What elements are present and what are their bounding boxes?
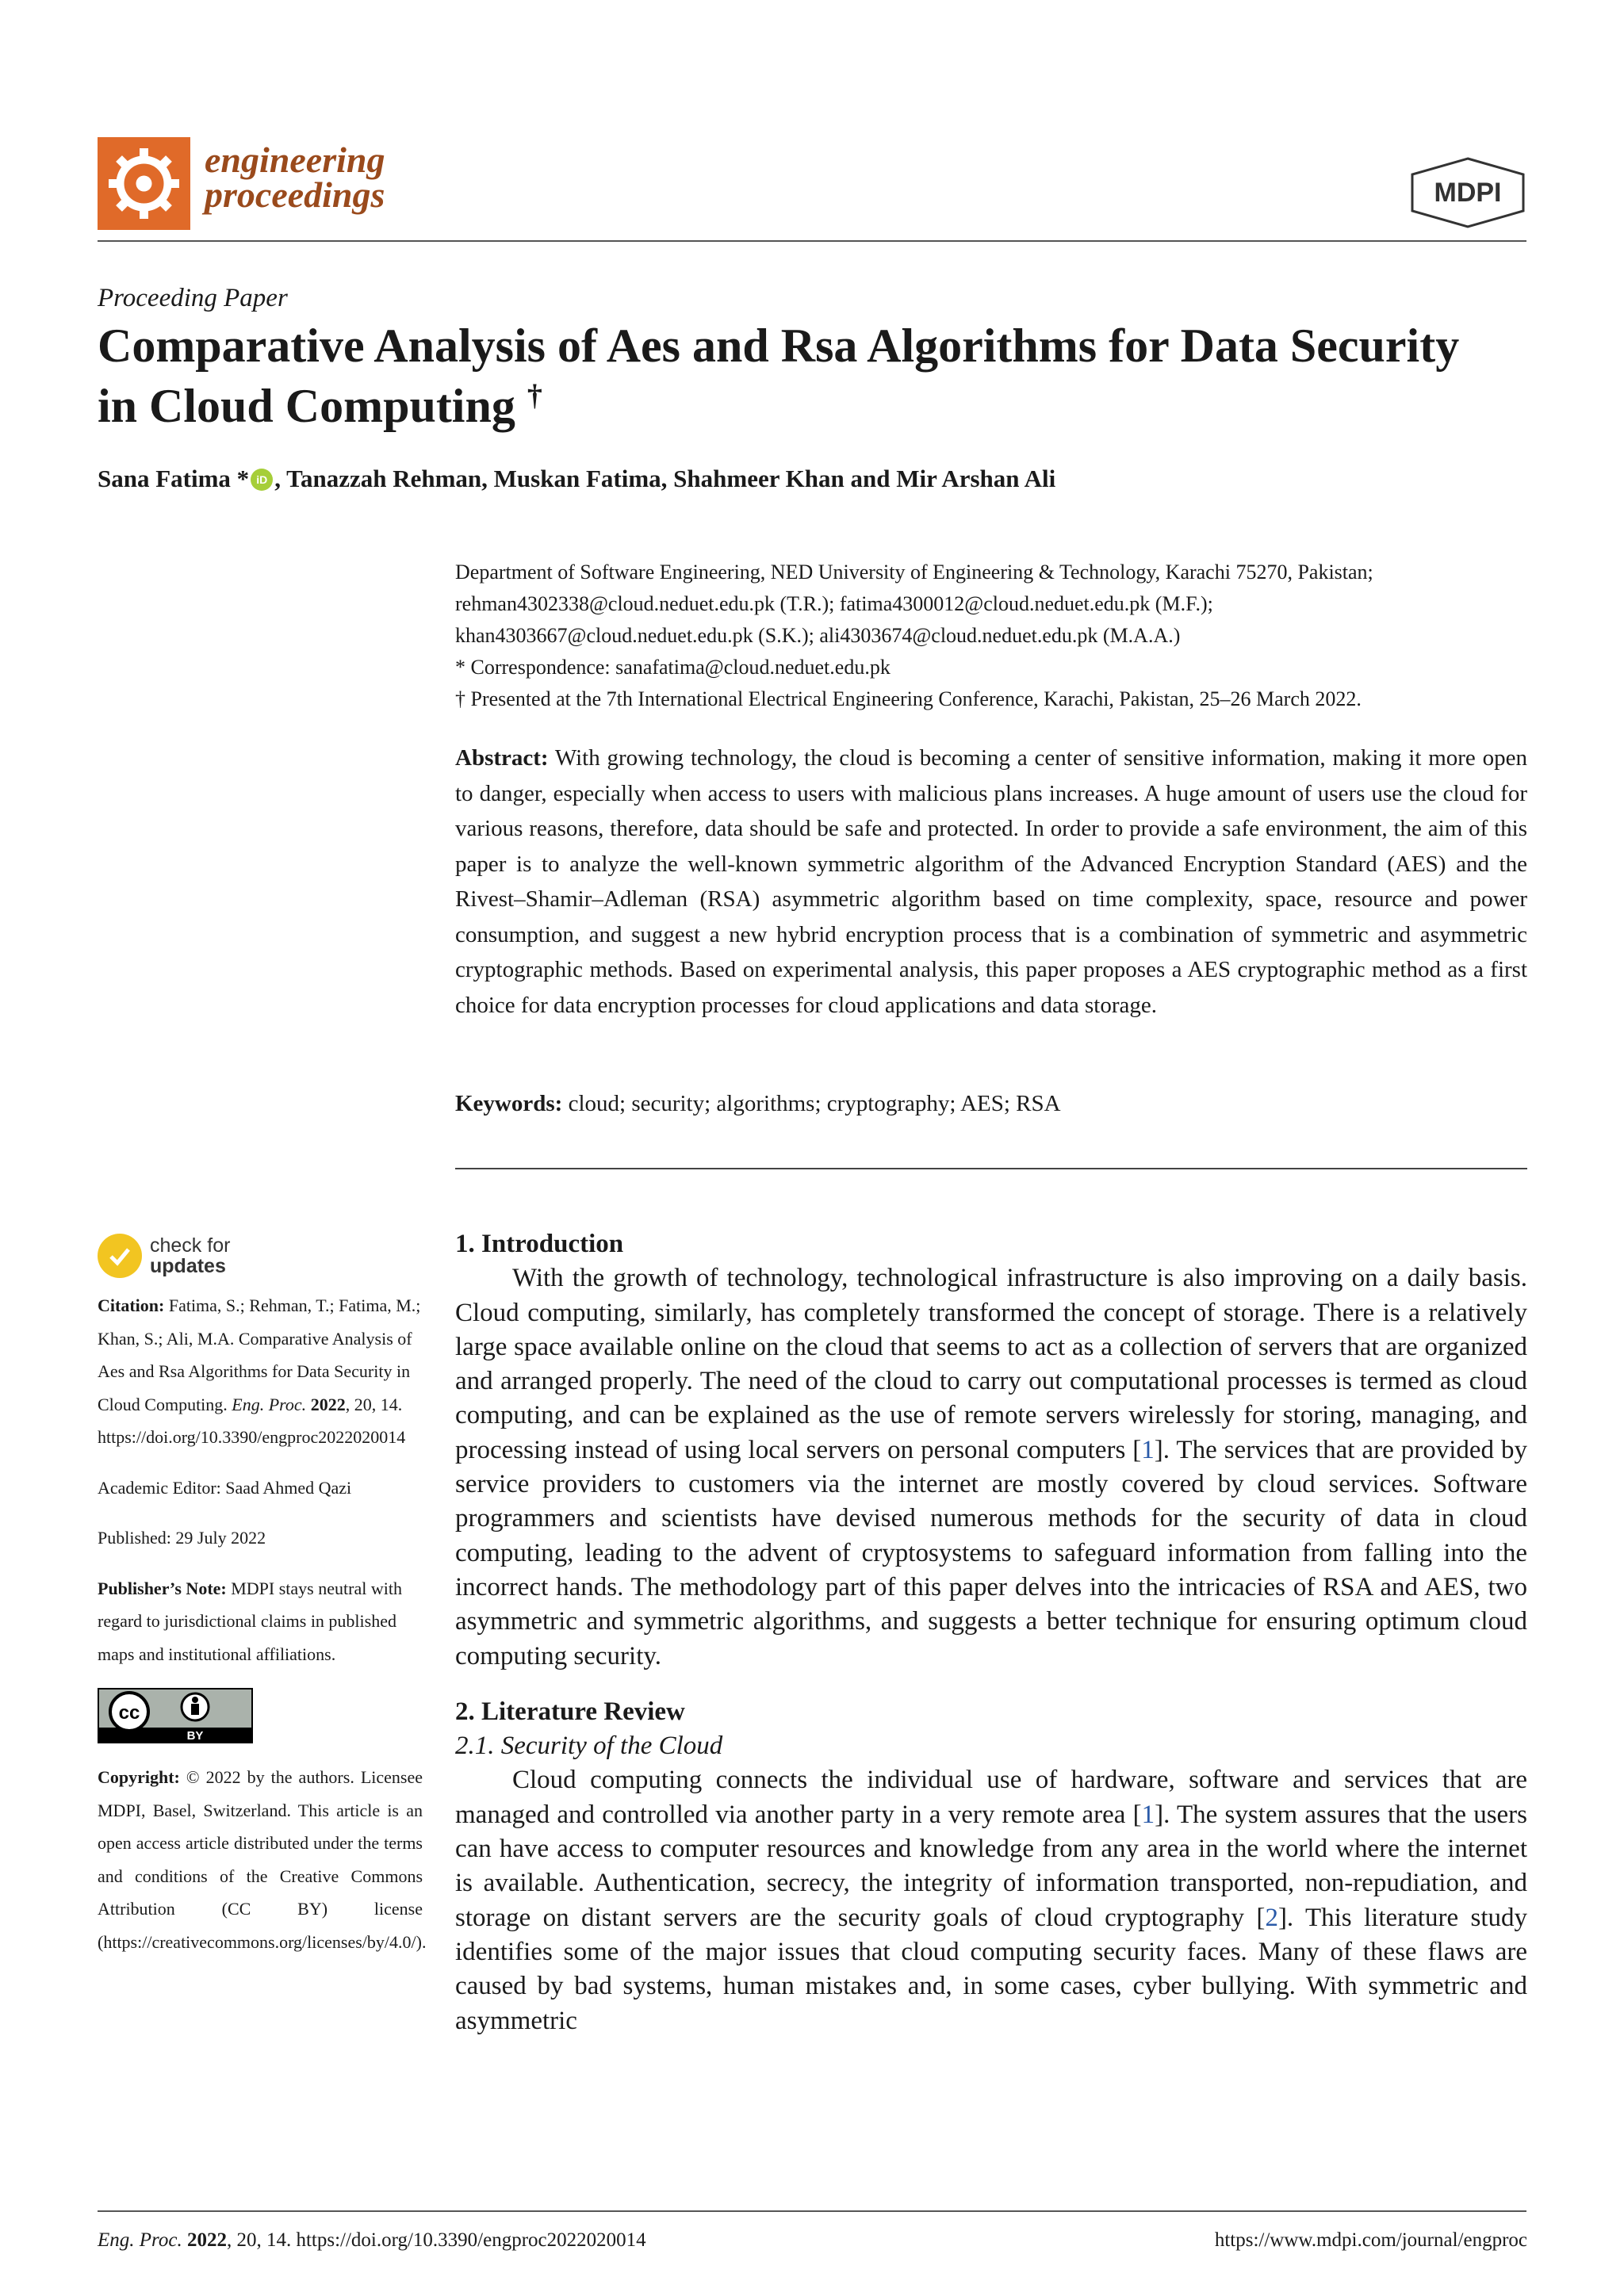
paragraph: With the growth of technology, technological infrastructure is also improving on a daily basis. Cloud computing, similarly, has completely transformed the concept of storage. There is a relatively large space available online on the cloud that seems to act as a collection of servers that are organized and arranged properly. The need of the cloud to carry out computational processes is termed as cloud computing, and can be explained as the use of remote servers wirelessly for storing, managing, and processing instead of using local servers on personal computers [1]. The services that are provided by service providers to customers via the internet are mostly covered by cloud services. Software programmers and scientists have devised numerous methods for the security of data in cloud computing, leading to the advent of cryptosystems to safeguard information from falling into the incorrect hands. The methodology part of this paper delves into the intricacies of RSA and AES, two asymmetric and symmetric algorithms, and suggests a better technique for ensuring optimum cloud computing security. [455, 1264, 1527, 1670]
subsection-heading: 2.1. Security of the Cloud [455, 1732, 723, 1761]
article-title [98, 316, 1509, 436]
citation-year: 2022 [310, 1394, 346, 1414]
section-heading-literature-review: 2. Literature Review [455, 1697, 685, 1726]
cc-text: cc [118, 1702, 140, 1724]
abstract-label: Abstract: [455, 745, 549, 771]
reference-link[interactable]: 1 [1141, 1435, 1155, 1464]
section-heading-introduction: 1. Introduction [455, 1230, 624, 1258]
reference-link[interactable]: 1 [1141, 1800, 1155, 1829]
affiliation-line: Department of Software Engineering, NED University of Engineering & Technology, Karachi 75270, Pakistan; [455, 561, 1373, 584]
journal-logo [98, 137, 190, 230]
footer-divider [98, 2210, 1526, 2212]
presented-note: † Presented at the 7th International Electrical Engineering Conference, Karachi, Pakistan, 25–26 March 2022. [455, 687, 1362, 710]
copyright [98, 1761, 427, 1958]
article-body [455, 1227, 1527, 2038]
abstract-text: With growing technology, the cloud is becoming a center of sensitive information, making it more open to danger, especially when access to users with malicious plans increases. A huge amount of users use the cloud for various reasons, therefore, data should be safe and protected. In order to provide a safe environment, the aim of this paper is to analyze the well-known symmetric algorithm of the Advanced Encryption Standard (AES) and the Rivest–Shamir–Adleman (RSA) asymmetric algorithm based on time complexity, space, resource and power consumption, and suggest a new hybrid encryption process that is a combination of symmetric and asymmetric cryptographic methods. Based on experimental analysis, this paper proposes a AES cryptographic method as a first choice for data encryption processes for cloud applications and data storage. [455, 745, 1527, 1018]
affiliation-line: khan4303667@cloud.neduet.edu.pk (S.K.); ali4303674@cloud.neduet.edu.pk (M.A.A.) [455, 624, 1181, 647]
publisher-note [98, 1572, 423, 1671]
article-type: Proceeding Paper [98, 284, 288, 312]
header-divider [98, 240, 1526, 242]
footer-year: 2022 [186, 2229, 227, 2251]
mdpi-logo [1408, 155, 1528, 228]
check-for-updates-badge[interactable] [98, 1234, 423, 1278]
journal-name [205, 140, 385, 215]
keywords [455, 1091, 1061, 1117]
gear-icon [98, 137, 190, 230]
abstract-divider [455, 1168, 1527, 1169]
title-footnote-mark: † [527, 379, 542, 412]
footer-doi[interactable]: , 20, 14. https://doi.org/10.3390/engproc2022020014 [226, 2229, 646, 2251]
publisher-note-label: Publisher’s Note: [98, 1578, 227, 1598]
coauthors: , Tanazzah Rehman, Muskan Fatima, Shahmeer Khan and Mir Arshan Ali [274, 465, 1056, 492]
copyright-label: Copyright: [98, 1767, 180, 1787]
paragraph: Cloud computing connects the individual use of hardware, software and services that are managed and controlled via another party in a very remote area [1]. The system assures that the users can have access to computer resources and knowledge from any area in the world where the internet is available. Authentication, secrecy, the integrity of information transported, non-repudiation, and storage on distant servers are the security goals of cloud cryptography [2]. This literature study identifies some of the major issues that cloud computing security faces. Many of these flaws are caused by bad systems, human mistakes and, in some cases, cyber bullying. With symmetric and asymmetric [455, 1766, 1528, 2035]
published-date: Published: 29 July 2022 [98, 1528, 266, 1548]
check-updates-line1: check for [150, 1234, 231, 1257]
abstract [455, 740, 1527, 1023]
mdpi-logo-text: MDPI [1434, 178, 1502, 208]
affiliation-line: rehman4302338@cloud.neduet.edu.pk (T.R.); fatima4300012@cloud.neduet.edu.pk (M.F.); [455, 592, 1213, 615]
citation-label: Citation: [98, 1295, 165, 1315]
journal-name-line1: engineering [205, 140, 385, 180]
footer-journal-url[interactable]: https://www.mdpi.com/journal/engproc [1214, 2229, 1527, 2251]
reference-link[interactable]: 2 [1265, 1903, 1278, 1932]
cc-by-license-badge[interactable] [98, 1688, 253, 1743]
article-info-sidebar [98, 1234, 427, 1976]
keywords-list: cloud; security; algorithms; cryptography; AES; RSA [568, 1091, 1061, 1116]
publisher-note-text: MDPI stays neutral with regard to jurisdictional claims in published maps and institutional affiliations. [98, 1578, 402, 1664]
check-updates-line2: updates [150, 1255, 226, 1277]
journal-name-line2: proceedings [205, 174, 385, 215]
citation-journal: Eng. Proc. [232, 1394, 307, 1414]
academic-editor: Academic Editor: Saad Ahmed Qazi [98, 1477, 352, 1498]
copyright-text: © 2022 by the authors. Licensee MDPI, Basel, Switzerland. This article is an open access article distributed under the terms and conditions of the Creative Commons Attribution (CC BY) license (https://creativecommons.org/licenses/by/4.0/). [98, 1767, 427, 1952]
citation-doi[interactable]: , 20, 14. https://doi.org/10.3390/engproc2022020014 [98, 1394, 406, 1447]
footer-journal: Eng. Proc. [98, 2229, 182, 2251]
by-text: BY [186, 1729, 204, 1743]
citation-text: Fatima, S.; Rehman, T.; Fatima, M.; Khan, S.; Ali, M.A. Comparative Analysis of Aes and Rsa Algorithms for Data Security in Cloud Computing. [98, 1295, 421, 1414]
citation [98, 1289, 423, 1454]
orcid-icon[interactable]: iD [251, 469, 273, 491]
correspondence-line: * Correspondence: sanafatima@cloud.neduet.edu.pk [455, 656, 891, 679]
keywords-label: Keywords: [455, 1091, 563, 1116]
footer-citation [98, 2229, 646, 2252]
check-icon [98, 1234, 142, 1278]
affiliations [455, 557, 1534, 715]
corresponding-author: Sana Fatima * [98, 465, 250, 492]
article-title-text: Comparative Analysis of Aes and Rsa Algorithms for Data Security in Cloud Computing [98, 320, 1460, 432]
author-list [98, 465, 1055, 493]
